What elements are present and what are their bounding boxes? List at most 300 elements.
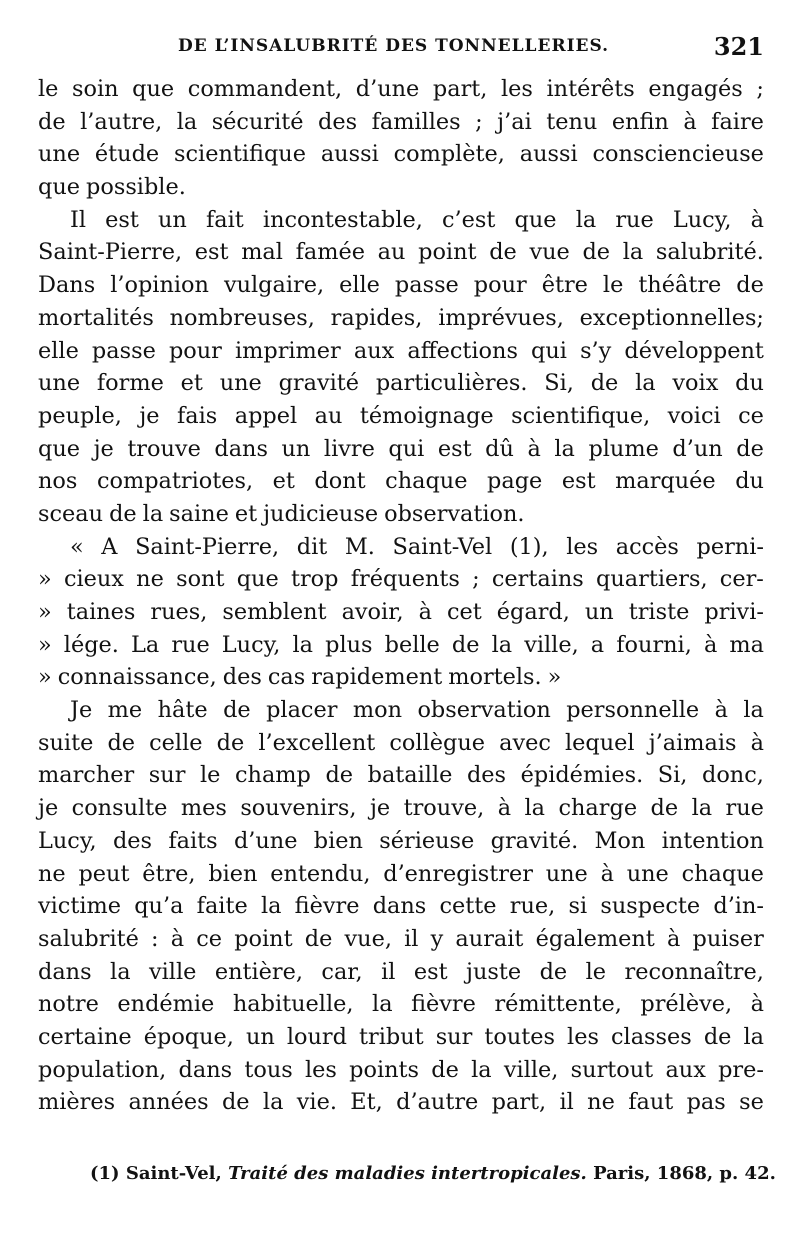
word: de (109, 500, 137, 527)
word: suspecte (600, 893, 701, 920)
word: cieux (63, 566, 124, 593)
word: entendu, (270, 860, 371, 887)
page-number: 321 (713, 32, 764, 61)
word: la (554, 435, 575, 462)
word: consulte (71, 795, 168, 822)
word: le (38, 76, 59, 102)
word: faits (168, 827, 218, 854)
word: (1), (509, 533, 549, 560)
word: elle (339, 272, 380, 299)
text-line (38, 204, 764, 237)
word: salubrité (38, 925, 139, 952)
text-line (38, 694, 764, 727)
word: belle (384, 631, 440, 658)
word: dans (178, 1056, 233, 1083)
word: le (199, 762, 221, 789)
word: juste (466, 958, 522, 985)
word: étude (94, 141, 160, 168)
word: certains (491, 566, 584, 593)
word: bien (313, 827, 363, 854)
word: population, (38, 1056, 167, 1083)
word: que (38, 174, 81, 201)
word: la (292, 631, 314, 658)
word: qui (388, 435, 425, 462)
word: Lucy, (672, 206, 732, 233)
word: rue (615, 206, 654, 233)
word: épidémies. (520, 762, 644, 789)
word: les (501, 76, 533, 102)
text-line (38, 433, 764, 466)
word: j’aimais (648, 729, 737, 756)
word: sont (176, 566, 225, 593)
word: le (585, 958, 607, 985)
word: égard, (496, 599, 570, 625)
word: la (524, 795, 546, 822)
word: fièvre (411, 991, 476, 1018)
word: mortalités (38, 304, 154, 331)
word: Saint-Vel (392, 533, 493, 560)
word: la (471, 1056, 492, 1083)
word: Lucy, (221, 631, 281, 658)
word: de (489, 239, 517, 266)
word: tous (244, 1056, 293, 1083)
word: ce (196, 925, 223, 952)
quote-line (38, 661, 764, 694)
word: Dans (38, 272, 96, 299)
word: marquée (615, 468, 716, 495)
text-line (38, 400, 764, 433)
word: entière, (214, 958, 303, 985)
word: à (750, 729, 764, 756)
word: connaissance, (57, 664, 217, 691)
word: le (602, 272, 624, 299)
word: Il (70, 206, 87, 233)
text-line (38, 73, 764, 106)
word: fais (176, 402, 218, 429)
word: années (128, 1089, 209, 1116)
word: voici (667, 402, 721, 429)
word: taines (66, 599, 136, 625)
word: à (600, 860, 614, 887)
word: famée (295, 239, 365, 266)
word: d’in- (713, 893, 764, 920)
word: cet (446, 599, 482, 625)
word: rue (725, 795, 764, 822)
word: il (381, 958, 396, 985)
word: : (151, 925, 159, 952)
word: ville, (503, 1056, 559, 1083)
word: j’ai (497, 108, 532, 135)
word: les (567, 1023, 599, 1050)
word: il (559, 1089, 574, 1116)
word: la (491, 631, 513, 658)
word: la (176, 108, 198, 135)
word: trop (290, 566, 339, 593)
quote-line (38, 563, 764, 596)
word: sceau (38, 500, 104, 527)
word: Si, (544, 370, 574, 397)
word: la (743, 697, 764, 724)
word: s’y (580, 337, 612, 364)
main-text (38, 73, 764, 1119)
word: pre- (718, 1056, 764, 1083)
word: que (38, 435, 81, 462)
page-header (38, 32, 764, 66)
word: un (584, 599, 614, 625)
word: les (566, 533, 599, 560)
word: qui (531, 337, 567, 364)
word: enfin (611, 108, 669, 135)
text-line (38, 956, 764, 989)
word: voix (672, 370, 719, 397)
word: aux (665, 1056, 706, 1083)
word: y (430, 925, 444, 952)
word: à (170, 925, 185, 952)
word: est (413, 958, 448, 985)
word: tribut (359, 1023, 424, 1050)
word: commandent, (187, 76, 343, 102)
word: la (575, 206, 597, 233)
word: prélève, (640, 991, 733, 1018)
word: peut (78, 860, 130, 887)
word: du (735, 370, 764, 397)
word: ne (136, 566, 164, 593)
word: reconnaître, (624, 958, 764, 985)
word: la (260, 893, 282, 920)
word: une (38, 370, 81, 397)
text-line (38, 1021, 764, 1054)
word: si (568, 893, 588, 920)
word: je (93, 435, 114, 462)
word: qu’a (134, 893, 184, 920)
word: la (691, 795, 713, 822)
word: de (325, 762, 354, 789)
word: engagés (648, 76, 743, 102)
word: de (650, 795, 679, 822)
word: que (132, 76, 175, 102)
word: est (437, 435, 472, 462)
word: gravité. (490, 827, 579, 854)
word: des (112, 827, 153, 854)
word: notre (38, 991, 99, 1018)
word: la (262, 1089, 284, 1116)
text-line (38, 465, 764, 498)
word: de (736, 435, 764, 462)
word: mal (241, 239, 283, 266)
word: pour (473, 272, 527, 299)
word: rue (171, 631, 210, 658)
word: toutes (484, 1023, 555, 1050)
word: sur (148, 762, 186, 789)
word: gravité (278, 370, 360, 397)
word: du (735, 468, 764, 495)
word: sérieuse (379, 827, 475, 854)
word: au (314, 402, 343, 429)
word: « (70, 533, 84, 560)
word: est (194, 239, 229, 266)
word: la (110, 958, 131, 985)
word: » (38, 631, 52, 658)
word: aussi (519, 141, 578, 168)
word: à (683, 108, 697, 135)
footnote-title: Traité des maladies intertropicales. (228, 1163, 587, 1184)
word: point (418, 239, 477, 266)
word: que (514, 206, 557, 233)
word: se (739, 1089, 764, 1116)
word: l’opinion (110, 272, 209, 299)
word: je (38, 795, 59, 822)
word: dans (372, 893, 427, 920)
text-line (38, 1054, 764, 1087)
word: vue (529, 239, 570, 266)
word: part, (491, 1089, 547, 1116)
text-line (38, 498, 764, 531)
word: part, (432, 76, 488, 102)
word: accès (615, 533, 679, 560)
word: semblent (222, 599, 327, 625)
word: suite (38, 729, 94, 756)
word: scientifique (174, 141, 306, 168)
word: de (451, 631, 480, 658)
word: hâte (157, 697, 208, 724)
word: salubrité. (655, 239, 764, 266)
word: privi- (704, 599, 764, 625)
word: fréquents (350, 566, 460, 593)
word: nombreuses, (169, 304, 315, 331)
word: à (497, 795, 512, 822)
word: donc, (701, 762, 764, 789)
word: je (139, 402, 160, 429)
word: développent (624, 337, 764, 364)
word: Si, (657, 762, 688, 789)
word: imprévues, (438, 304, 564, 331)
text-line (38, 138, 764, 171)
word: la (622, 239, 644, 266)
word: fait (205, 206, 244, 233)
text-line (38, 792, 764, 825)
word: ne (38, 860, 66, 887)
word: Et, (350, 1089, 383, 1116)
text-line (38, 727, 764, 760)
word: il (404, 925, 419, 952)
word: la (372, 991, 393, 1018)
word: est (561, 468, 596, 495)
word: Lucy, (38, 827, 97, 854)
footnote-author: Saint-Vel, (125, 1163, 222, 1184)
word: observation. (384, 500, 525, 527)
footnote (90, 1163, 776, 1184)
word: personnelle (566, 697, 700, 724)
word: un (281, 435, 311, 462)
word: d’un (672, 435, 723, 462)
word: des (466, 762, 507, 789)
word: de (703, 1023, 732, 1050)
word: la (142, 500, 164, 527)
word: ; (756, 76, 764, 102)
word: celle (149, 729, 203, 756)
word: A (101, 533, 118, 560)
word: livre (323, 435, 375, 462)
word: dit (296, 533, 328, 560)
text-line (38, 923, 764, 956)
footnote-details: Paris, 1868, p. 42. (593, 1163, 776, 1184)
word: des (318, 108, 358, 135)
word: champ (234, 762, 311, 789)
word: à (666, 925, 681, 952)
word: souvenirs, (240, 795, 357, 822)
word: vie. (296, 1089, 337, 1116)
word: scientifique, (511, 402, 651, 429)
running-head: DE L’INSALUBRITÉ DES TONNELLERIES. (178, 36, 610, 56)
word: particulières. (375, 370, 528, 397)
word: une (545, 860, 588, 887)
word: ; (475, 108, 483, 135)
word: nos (38, 468, 78, 495)
text-line (38, 367, 764, 400)
word: bataille (367, 762, 453, 789)
word: imprimer (234, 337, 341, 364)
word: bien (208, 860, 258, 887)
word: à (418, 599, 432, 625)
word: mes (180, 795, 227, 822)
word: La (131, 631, 160, 658)
word: cas (267, 664, 306, 691)
word: est (105, 206, 139, 233)
word: des (222, 664, 262, 691)
word: vulgaire, (223, 272, 325, 299)
word: ma (729, 631, 764, 658)
word: lequel (565, 729, 635, 756)
quote-line (38, 629, 764, 662)
word: consciencieuse (592, 141, 764, 168)
word: placer (266, 697, 338, 724)
word: d’une (355, 76, 420, 102)
word: de (223, 697, 251, 724)
word: à (750, 206, 764, 233)
word: soin (72, 76, 119, 102)
word: ne (587, 1089, 615, 1116)
word: et (272, 468, 295, 495)
word: faite (196, 893, 248, 920)
word: de (539, 958, 568, 985)
word: classes (611, 1023, 692, 1050)
word: également (535, 925, 655, 952)
word: la (635, 370, 656, 397)
text-line (38, 1086, 764, 1119)
word: de (304, 925, 333, 952)
word: pas (686, 1089, 726, 1116)
word: affections (407, 337, 518, 364)
word: à (714, 697, 728, 724)
word: époque, (143, 1023, 234, 1050)
word: incontestable, (262, 206, 423, 233)
word: victime (38, 893, 121, 920)
footnote-marker: (1) (90, 1163, 120, 1184)
word: d’une (233, 827, 298, 854)
word: ville (148, 958, 197, 985)
word: plume (588, 435, 659, 462)
word: » (38, 599, 52, 625)
word: rémittente, (494, 991, 622, 1018)
word: faut (628, 1089, 674, 1116)
word: intention (661, 827, 764, 854)
text-line (38, 335, 764, 368)
word: passe (394, 272, 459, 299)
word: sur (435, 1023, 473, 1050)
word: de (221, 1089, 250, 1116)
word: intérêts (546, 76, 635, 102)
word: » (38, 664, 52, 691)
word: un (158, 206, 187, 233)
word: de (590, 370, 619, 397)
word: Saint-Pierre, (38, 239, 183, 266)
text-line (38, 825, 764, 858)
text-line (38, 858, 764, 891)
word: observation (417, 697, 551, 724)
word: page (487, 468, 543, 495)
word: chaque (681, 860, 764, 887)
word: triste (628, 599, 690, 625)
word: puiser (692, 925, 764, 952)
word: lége. (63, 631, 119, 658)
word: certaine (38, 1023, 132, 1050)
word: tenu (546, 108, 598, 135)
word: rapidement (311, 664, 443, 691)
word: points (349, 1056, 420, 1083)
word: aussi (320, 141, 379, 168)
word: habituelle, (232, 991, 354, 1018)
word: exceptionnelles; (579, 304, 764, 331)
word: une (38, 141, 81, 168)
word: de (736, 272, 764, 299)
word: car, (321, 958, 363, 985)
word: un (245, 1023, 275, 1050)
word: cette (439, 893, 497, 920)
word: trouve, (403, 795, 485, 822)
word: passe (91, 337, 156, 364)
word: charge (558, 795, 638, 822)
text-line (38, 988, 764, 1021)
word: plus (325, 631, 373, 658)
word: trouve (127, 435, 201, 462)
word: aurait (455, 925, 524, 952)
word: Saint-Pierre, (135, 533, 280, 560)
text-line (38, 171, 764, 204)
word: d’enregistrer (383, 860, 533, 887)
word: dans (38, 958, 92, 985)
word: elle (38, 337, 79, 364)
word: mon (352, 697, 403, 724)
word: de (216, 729, 245, 756)
word: complète, (393, 141, 505, 168)
word: endémie (117, 991, 215, 1018)
word: a (590, 631, 605, 658)
word: rue, (509, 893, 556, 920)
word: possible. (86, 174, 186, 201)
word: ville, (524, 631, 579, 658)
word: que (236, 566, 279, 593)
word: pour (168, 337, 222, 364)
word: surtout (570, 1056, 654, 1083)
text-line (38, 890, 764, 923)
word: ; (472, 566, 480, 593)
word: de (431, 1056, 459, 1083)
word: M. (344, 533, 375, 560)
word: rapides, (330, 304, 423, 331)
word: une (626, 860, 669, 887)
word: fièvre (294, 893, 360, 920)
word: de (38, 108, 66, 135)
